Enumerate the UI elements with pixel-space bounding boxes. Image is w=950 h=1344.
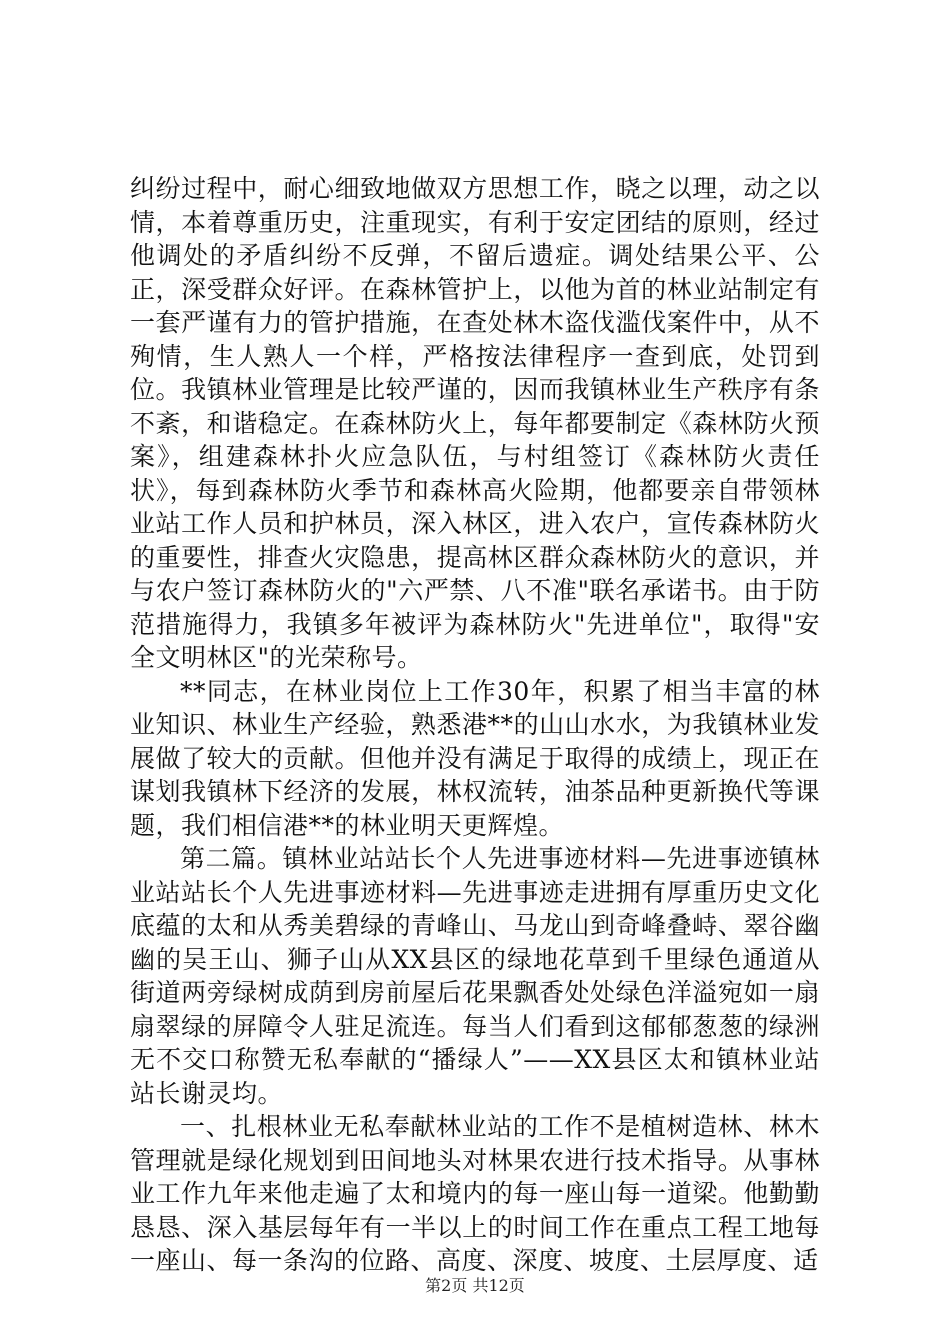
paragraph-3: 第二篇。镇林业站站长个人先进事迹材料—先进事迹镇林业站站长个人先进事迹材料—先进事迹走进拥有厚重历史文化底蕴的太和从秀美碧绿的青峰山、马龙山到奇峰叠峙、翠谷幽幽的吴王山、狮子山从XX县区的绿地花草到千里绿色通道从街道两旁绿树成荫到房前屋后花果飘香处处绿色洋溢宛如一扇扇翠绿的屏障令人驻足流连。每当人们看到这郁郁葱葱的绿洲无不交口称赞无私奉献的“播绿人”——XX县区太和镇林业站站长谢灵均。: [130, 844, 820, 1108]
page-number-footer: 第2页 共12页: [425, 1276, 525, 1295]
paragraph-2: **同志，在林业岗位上工作30年，积累了相当丰富的林业知识、林业生产经验，熟悉港**的山山水水，为我镇林业发展做了较大的贡献。但他并没有满足于取得的成绩上，现正在谋划我镇林下经济的发展，林权流转，油茶品种更新换代等课题，我们相信港**的林业明天更辉煌。: [130, 676, 820, 840]
paragraph-1: 纠纷过程中，耐心细致地做双方思想工作，晓之以理，动之以情，本着尊重历史，注重现实，有利于安定团结的原则，经过他调处的矛盾纠纷不反弹，不留后遗症。调处结果公平、公正，深受群众好评。在森林管护上，以他为首的林业站制定有一套严谨有力的管护措施，在查处林木盗伐滥伐案件中，从不殉情，生人熟人一个样，严格按法律程序一查到底，处罚到位。我镇林业管理是比较严谨的，因而我镇林业生产秩序有条不紊，和谐稳定。在森林防火上，每年都要制定《森林防火预案》，组建森林扑火应急队伍，与村组签订《森林防火责任状》，每到森林防火季节和森林高火险期，他都要亲自带领林业站工作人员和护林员，深入林区，进入农户，宣传森林防火的重要性，排查火灾隐患，提高林区群众森林防火的意识，并与农户签订森林防火的"六严禁、八不准"联名承诺书。由于防范措施得力，我镇多年被评为森林防火"先进单位"，取得"安全文明林区"的光荣称号。: [130, 174, 820, 672]
document-body: [130, 172, 820, 1278]
paragraph-4: 一、扎根林业无私奉献林业站的工作不是植树造林、林木管理就是绿化规划到田间地头对林果农进行技术指导。从事林业工作九年来他走遍了太和境内的每一座山每一道梁。他勤勤恳恳、深入基层每年有一半以上的时间工作在重点工程工地每一座山、每一条沟的位路、高度、深度、坡度、土层厚度、适: [130, 1112, 820, 1275]
